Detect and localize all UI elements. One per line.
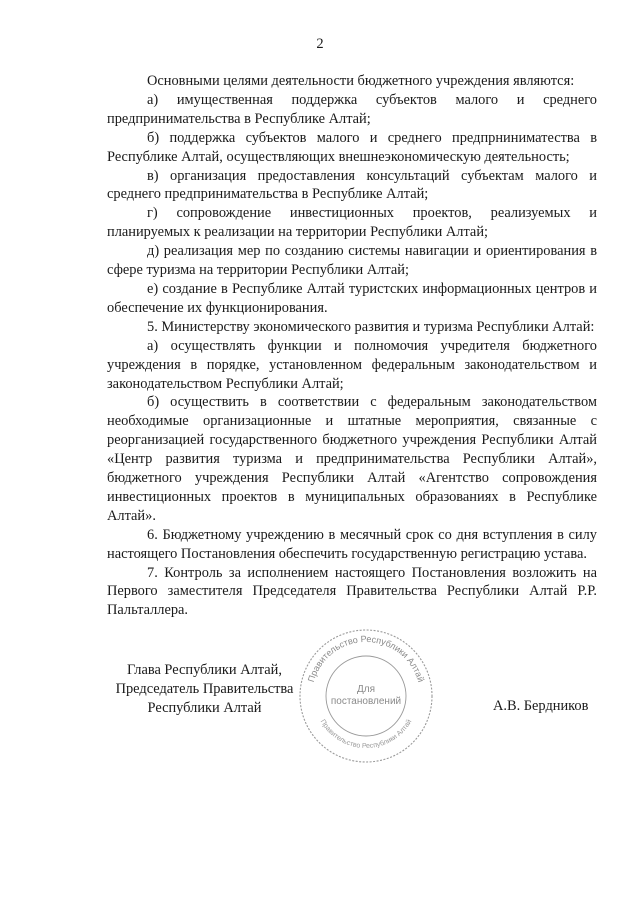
paragraph-item-5: 5. Министерству экономического развития и туризма Республики Алтай: xyxy=(147,318,595,335)
paragraph-goal-b: б) поддержка субъектов малого и среднего предпрниниматества в Республике Алтай, осуществляющих внешнеэкономическую деятельность; xyxy=(107,129,597,165)
seal-center-line: постановлений xyxy=(330,696,402,707)
paragraph-goal-d: д) реализация мер по созданию системы навигации и ориентирования в сфере туризма на территории Республики Алтай; xyxy=(107,243,597,279)
document-body xyxy=(107,72,597,620)
paragraph-goal-e: е) создание в Республике Алтай туристских информационных центров и обеспечение их функционирования. xyxy=(107,280,597,316)
paragraph-item-7: 7. Контроль за исполнением настоящего Постановления возложить на Первого заместителя Председателя Правительства Республики Алтай Р.Р. Пальталлера. xyxy=(107,564,597,619)
seal-center-line: Для xyxy=(356,684,376,695)
seal-ring-text-bottom: Правительство Республики Алтай xyxy=(318,718,414,751)
seal-ring-text: Правительство Республики Алтай xyxy=(305,633,427,684)
paragraph-item-6: 6. Бюджетному учреждению в месячный срок со дня вступления в силу настоящего Постановления обеспечить государственную регистрацию устава. xyxy=(107,526,597,562)
signatory-name: А.В. Бердников xyxy=(493,698,589,714)
signatory-title-line: Республики Алтай xyxy=(147,699,262,716)
signatory-title xyxy=(92,661,317,718)
seal-center-text xyxy=(296,684,436,708)
paragraph-item-5-a: а) осуществлять функции и полномочия учредителя бюджетного учреждения в порядке, установленном федеральным законодательством и законодательством Республики Алтай; xyxy=(107,337,597,392)
paragraph-goal-a: а) имущественная поддержка субъектов малого и среднего предпринимательства в Республике Алтай; xyxy=(107,91,597,127)
paragraph-goal-g: г) сопровождение инвестиционных проектов, реализуемых и планируемых к реализации на территории Республики Алтай; xyxy=(107,205,597,241)
signatory-title-line: Председатель Правительства xyxy=(115,680,294,697)
paragraph-goal-v: в) организация предоставления консультаций субъектам малого и среднего предпринимательства в Республике Алтай; xyxy=(107,167,597,203)
svg-text:Правительство Республики Алтай xyxy=(319,718,414,750)
paragraph-goals-intro: Основными целями деятельности бюджетного учреждения являются: xyxy=(147,73,575,89)
signatory-title-line: Глава Республики Алтай, xyxy=(127,662,282,678)
paragraph-item-5-b: б) осуществить в соответствии с федеральным законодательством необходимые организационные и штатные мероприятия, связанные с реорганизацией государственного бюджетного учреждения Республики Алтай «Центр развития туризма и предпринимательства Республики Алтай», бюджетного учреждения Республики Алтай «Агентство сопровождения инвестиционных проектов в муниципальных образованиях в Республике Алтай». xyxy=(107,394,597,524)
page-number: 2 xyxy=(316,36,324,52)
svg-text:Правительство Республики Алтай xyxy=(306,634,426,683)
